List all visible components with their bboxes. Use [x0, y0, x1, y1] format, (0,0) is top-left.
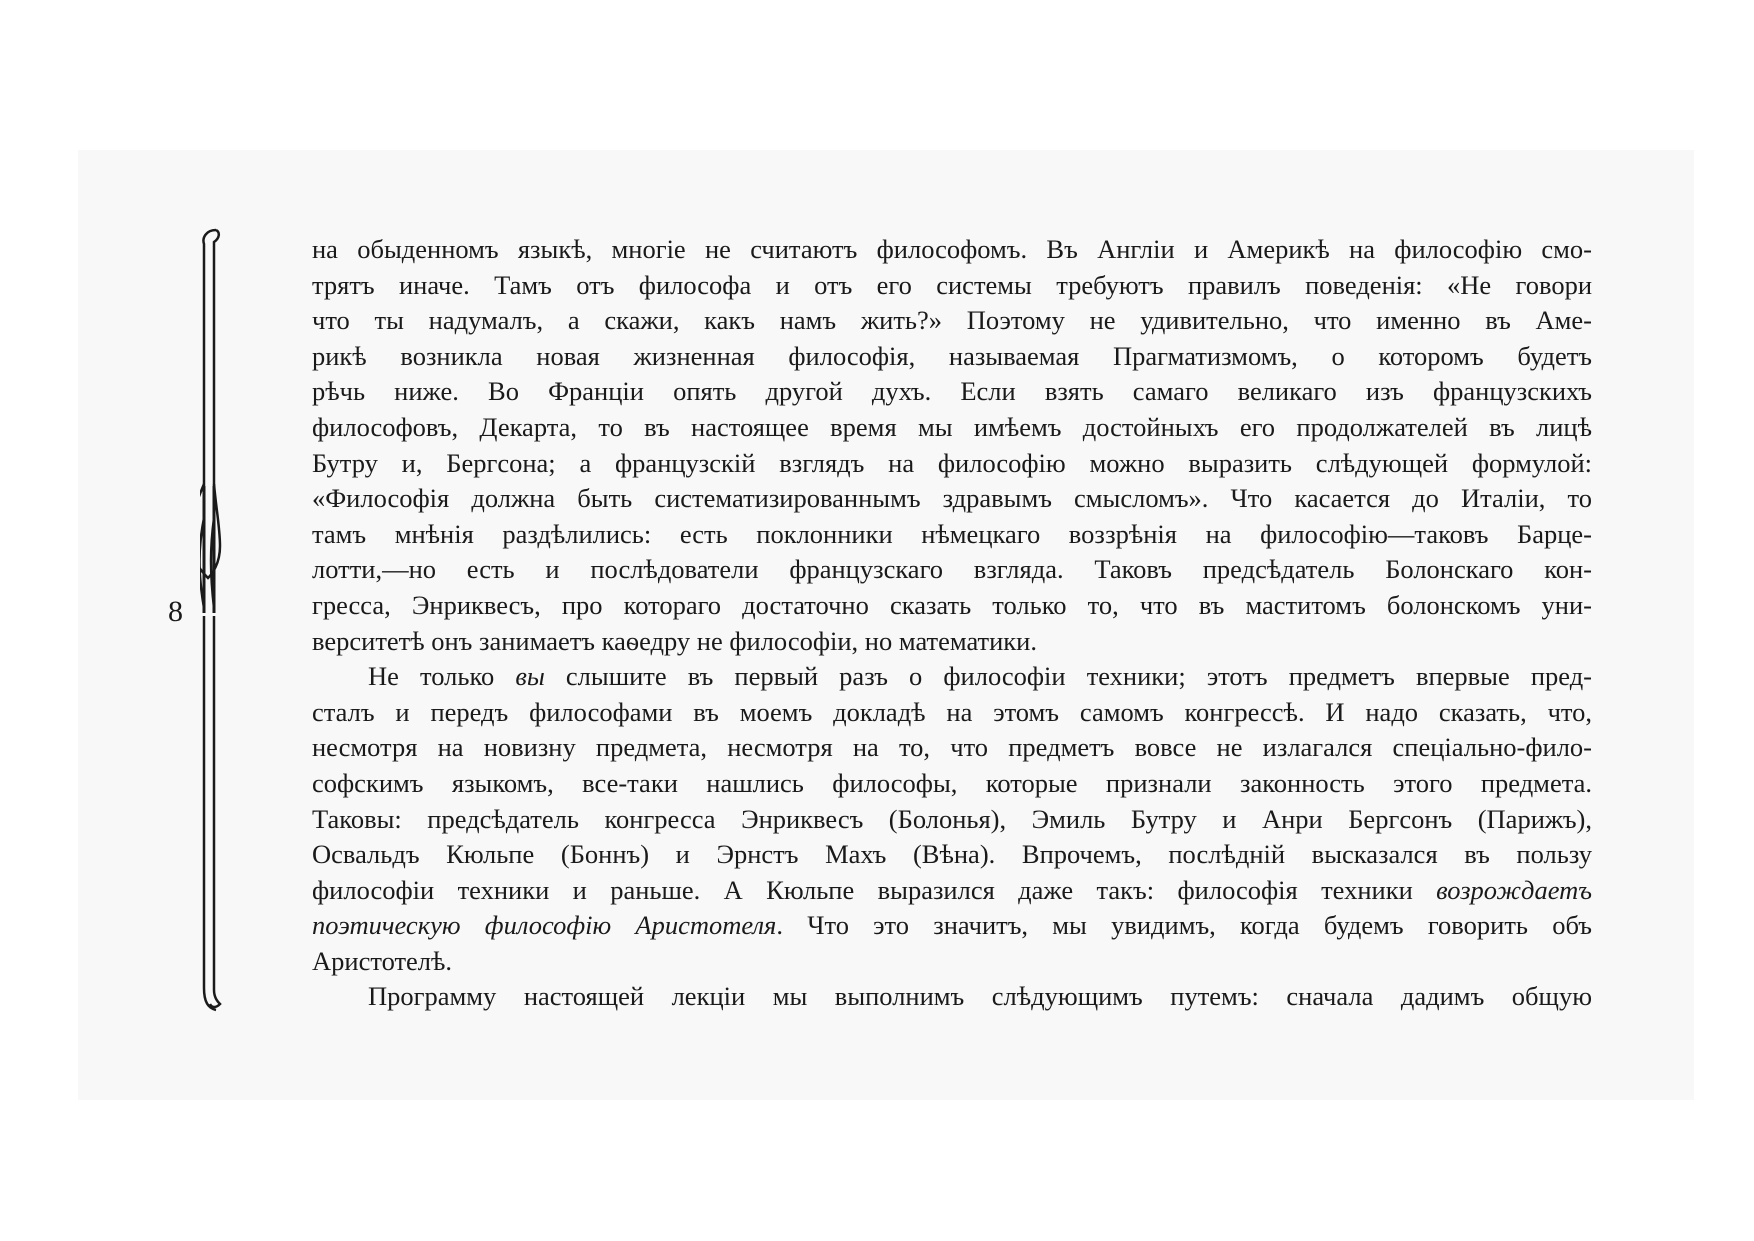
text-line: «Философiя должна быть систематизированнымъ здравымъ смысломъ». Что касается до Италiи, то: [312, 483, 1592, 514]
paragraph: [312, 659, 1592, 979]
text-line: Таковы: предсѣдатель конгресса Энриквесъ (Болонья), Эмиль Бутру и Анри Бергсонъ (Парижъ),: [312, 803, 1592, 834]
text-line: Бутру и, Бергсона; а французскiй взглядъ на философiю можно выразить слѣдующей формулой:: [312, 447, 1592, 478]
text-line: гресса, Энриквесъ, про котораго достаточно сказать только то, что въ маститомъ болонскомъ уни-: [312, 589, 1592, 620]
text-line: Программу настоящей лекцiи мы выполнимъ слѣдующимъ путемъ: сначала дадимъ общую: [368, 981, 1592, 1012]
text-line: трятъ иначе. Тамъ отъ философа и отъ его системы требуютъ правилъ поведенiя: «Не говори: [312, 269, 1592, 300]
page-number: 8: [168, 595, 183, 628]
text-line: рикѣ возникла новая жизненная философiя, называемая Прагматизмомъ, о которомъ будетъ: [312, 340, 1592, 371]
text-line: софскимъ языкомъ, все-таки нашлись философы, которые признали законность этого предмета.: [312, 767, 1592, 798]
text-line: что ты надумалъ, а скажи, какъ намъ жить?» Поэтому не удивительно, что именно въ Аме-: [312, 305, 1592, 336]
text-line: несмотря на новизну предмета, несмотря на то, что предметъ вовсе не излагался спецiально-фило-: [312, 732, 1592, 763]
paragraph: [312, 232, 1592, 659]
text-line: Не только вы слышите въ первый разъ о философiи техники; этотъ предметъ впервые пред-: [368, 661, 1593, 692]
emphasis: вы: [515, 661, 545, 692]
text-line: сталъ и передъ философами въ моемъ докладѣ на этомъ самомъ конгрессѣ. И надо сказать, что,: [312, 696, 1592, 727]
text-line: на обыденномъ языкѣ, многiе не считаютъ философомъ. Въ Англiи и Америкѣ на философiю смо-: [312, 234, 1592, 264]
emphasis: поэтическую философiю Аристотеля: [312, 910, 777, 941]
text-line: философовъ, Декарта, то въ настоящее время мы имѣемъ достойныхъ его продолжателей въ лицѣ: [312, 411, 1592, 442]
paragraph: [312, 979, 1592, 1015]
text-line: Освальдъ Кюльпе (Боннъ) и Эрнстъ Махъ (Вѣна). Впрочемъ, послѣднiй высказался въ пользу: [312, 839, 1592, 870]
text-line: тамъ мнѣнiя раздѣлились: есть поклонники нѣмецкаго воззрѣнiя на философiю—таковъ Барце-: [312, 518, 1592, 549]
text-line: верситетѣ онъ занимаетъ каѳедру не философiи, но математики.: [312, 625, 1037, 656]
text-line: поэтическую философiю Аристотеля. Что это значитъ, мы увидимъ, когда будемъ говорить объ: [312, 910, 1593, 941]
emphasis: возрождаетъ: [1436, 874, 1592, 905]
text-line: лотти,—но есть и послѣдователи французскаго взгляда. Таковъ предсѣдатель Болонскаго кон-: [312, 554, 1592, 585]
text-line: Аристотелѣ.: [312, 945, 453, 976]
text-line: философiи техники и раньше. А Кюльпе выразился даже такъ: философiя техники возрождаетъ: [312, 874, 1592, 905]
side-brace-ornament: [200, 228, 260, 1012]
text-line: рѣчь ниже. Во Францiи опять другой духъ. Если взять самаго великаго изъ французскихъ: [312, 376, 1592, 407]
body-text: [312, 232, 1592, 1015]
